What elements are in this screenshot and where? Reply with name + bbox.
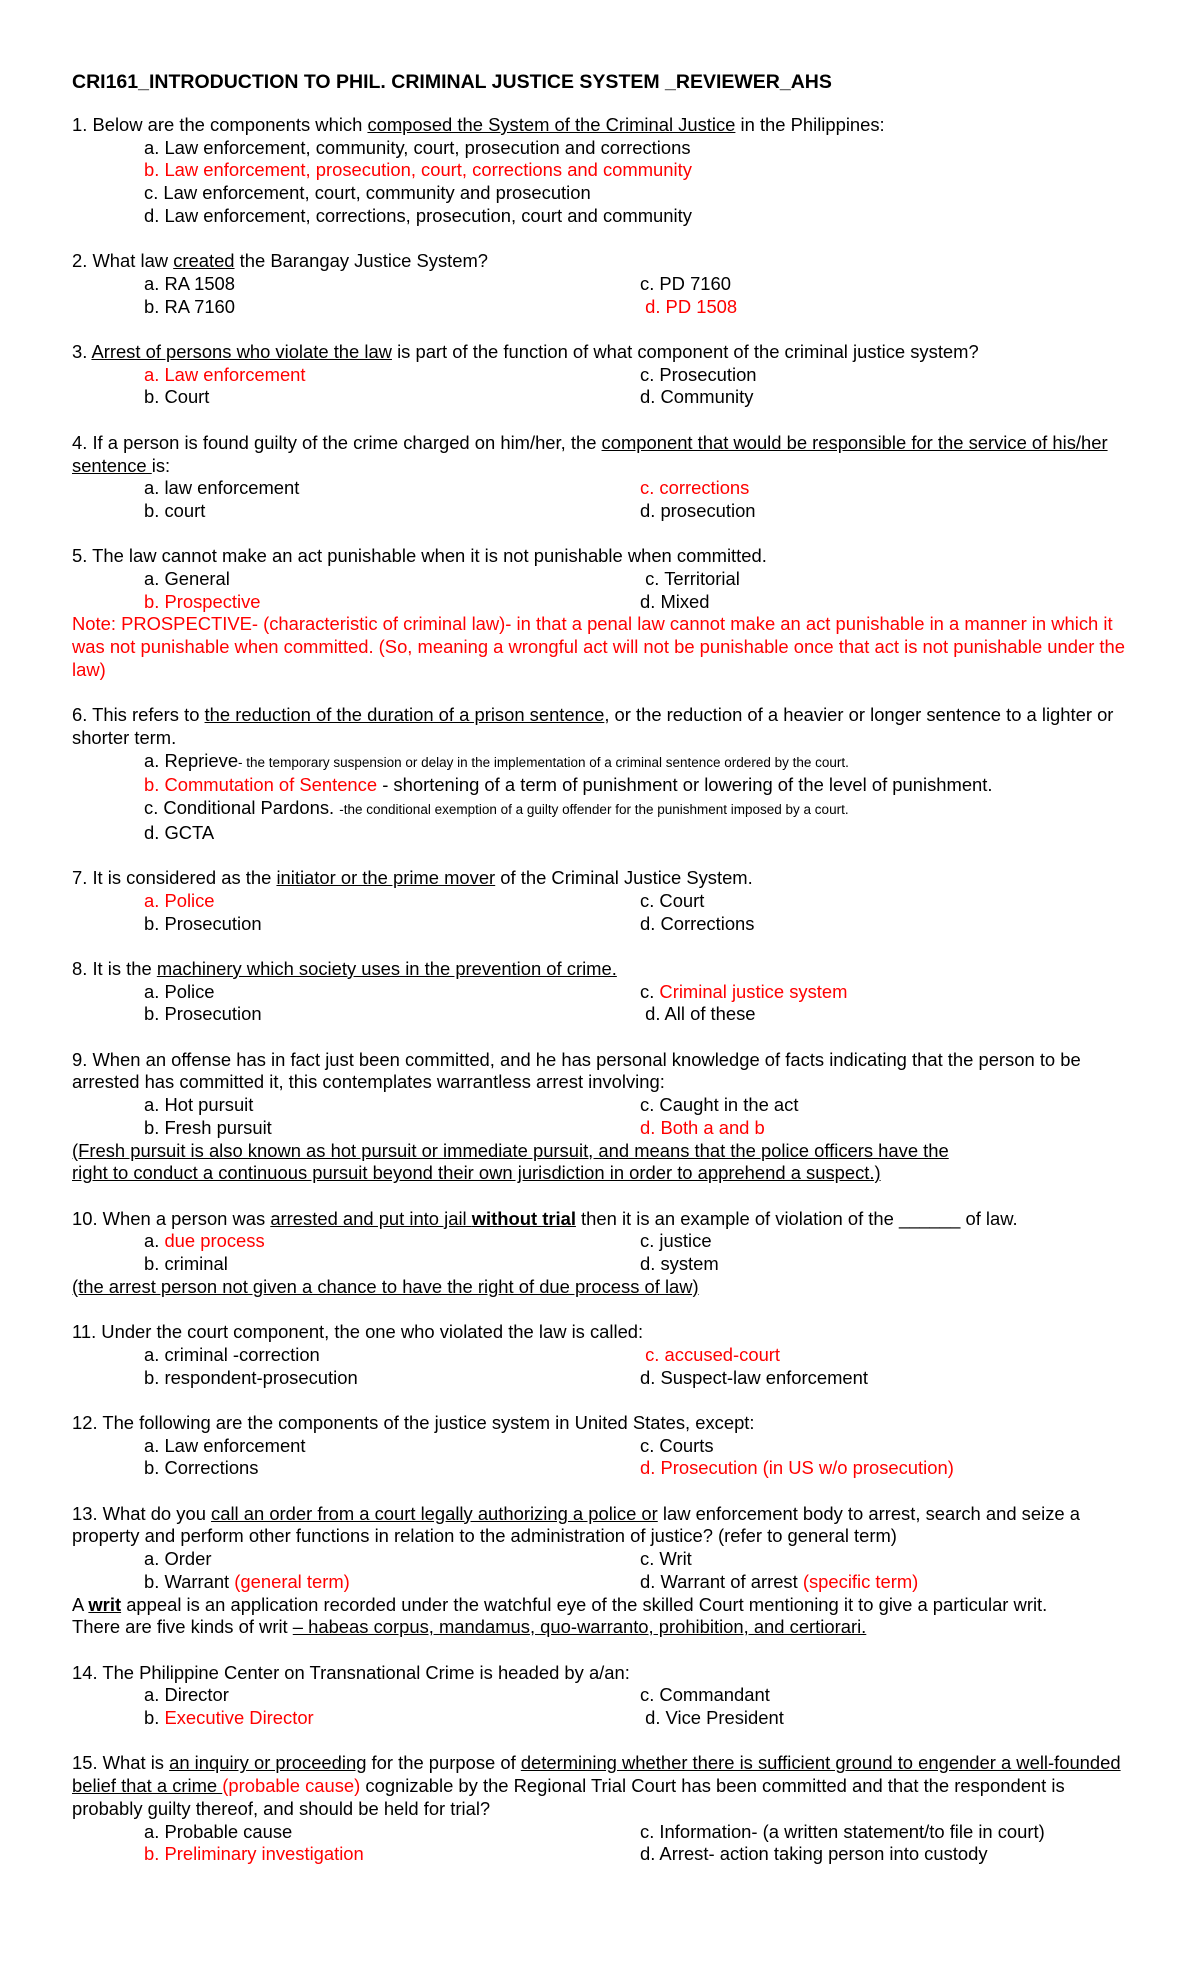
option-a: a. Hot pursuit bbox=[144, 1094, 254, 1116]
option-b: b. Fresh pursuit bbox=[144, 1116, 272, 1138]
option-d: d. Law enforcement, corrections, prosecution, court and community bbox=[144, 204, 692, 226]
question-stem: 2. What law created the Barangay Justice System? bbox=[72, 250, 489, 272]
option-c: c. justice bbox=[640, 1230, 712, 1252]
option-c: c. Court bbox=[640, 889, 705, 911]
question-12 bbox=[72, 1412, 1140, 1480]
question-3 bbox=[72, 341, 1140, 409]
question-stem: 13. What do you call an order from a court legally authorizing a police or law enforcement body to arrest, search and seize a property and perform other functions in relation to the administration of justice? (refer to general term) bbox=[72, 1502, 1080, 1547]
option-c: c. Law enforcement, court, community and prosecution bbox=[144, 182, 591, 204]
option-a: a. Police bbox=[144, 980, 215, 1002]
option-c: c. Writ bbox=[640, 1548, 692, 1570]
question-10 bbox=[72, 1208, 1140, 1299]
question-stem: 12. The following are the components of the justice system in United States, except: bbox=[72, 1411, 755, 1433]
question-stem: 9. When an offense has in fact just been committed, and he has personal knowledge of facts indicating that the person to be arrested has committed it, this contemplates warrantless arrest involving: bbox=[72, 1048, 1081, 1093]
question-stem: 14. The Philippine Center on Transnational Crime is headed by a/an: bbox=[72, 1661, 630, 1683]
option-b: b. court bbox=[144, 499, 206, 521]
question-stem: 3. Arrest of persons who violate the law is part of the function of what component of the criminal justice system? bbox=[72, 341, 979, 362]
option-d: d. prosecution bbox=[640, 499, 756, 521]
option-d: d. Vice President bbox=[640, 1707, 784, 1729]
option-a: a. law enforcement bbox=[144, 477, 300, 499]
option-b: b. RA 7160 bbox=[144, 295, 236, 317]
option-b-answer: b. Warrant (general term) bbox=[144, 1570, 350, 1592]
option-c: c. Conditional Pardons. -the conditional exemption of a guilty offender for the punishment imposed by a court. bbox=[144, 797, 849, 819]
question-stem: 11. Under the court component, the one who violated the law is called: bbox=[72, 1321, 644, 1343]
answer-note-line-1: A writ appeal is an application recorded under the watchful eye of the skilled Court mentioning it to give a particular writ. bbox=[72, 1593, 1048, 1615]
answer-note-line-1: (Fresh pursuit is also known as hot pursuit or immediate pursuit, and means that the police officers have the bbox=[72, 1139, 949, 1161]
option-a-answer: a. Law enforcement bbox=[144, 363, 306, 385]
question-stem: 5. The law cannot make an act punishable when it is not punishable when committed. bbox=[72, 545, 767, 567]
option-b: b. respondent-prosecution bbox=[144, 1366, 358, 1388]
option-b: b. Court bbox=[144, 386, 210, 408]
option-c: c. Commandant bbox=[640, 1684, 770, 1706]
question-stem: 4. If a person is found guilty of the crime charged on him/her, the component that would be responsible for the service of his/her sentence is: bbox=[72, 431, 1108, 476]
option-b: b. Prosecution bbox=[144, 1003, 262, 1025]
page-title: CRI161_INTRODUCTION TO PHIL. CRIMINAL JUSTICE SYSTEM _REVIEWER_AHS bbox=[72, 71, 832, 93]
option-d: d. All of these bbox=[640, 1003, 756, 1025]
option-c: c. Prosecution bbox=[640, 363, 757, 385]
option-a: a. criminal -correction bbox=[144, 1343, 320, 1365]
question-stem: 8. It is the machinery which society uses in the prevention of crime. bbox=[72, 957, 617, 979]
answer-note: Note: PROSPECTIVE- (characteristic of criminal law)- in that a penal law cannot make an act punishable in a manner in which it was not punishable when committed. (So, meaning a wrongful act will not be punishable once that act is not punishable under the law) bbox=[72, 613, 1125, 680]
answer-note-line-2: There are five kinds of writ – habeas corpus, mandamus, quo-warranto, prohibition, and certiorari. bbox=[72, 1616, 867, 1638]
question-7 bbox=[72, 867, 1140, 935]
option-d-answer: d. Prosecution (in US w/o prosecution) bbox=[640, 1457, 954, 1479]
option-d-answer: d. PD 1508 bbox=[640, 295, 738, 317]
option-b-answer: b. Law enforcement, prosecution, court, corrections and community bbox=[144, 159, 692, 181]
answer-note-line-2: right to conduct a continuous pursuit beyond their own jurisdiction in order to apprehend a suspect.) bbox=[72, 1162, 881, 1184]
option-d: d. Warrant of arrest (specific term) bbox=[640, 1570, 919, 1592]
option-c-answer: c. accused-court bbox=[640, 1343, 781, 1365]
question-stem: 7. It is considered as the initiator or the prime mover of the Criminal Justice System. bbox=[72, 867, 753, 889]
option-b-answer: b. Executive Director bbox=[144, 1707, 314, 1729]
option-c-answer: c. corrections bbox=[640, 477, 750, 499]
option-c: c. Information- (a written statement/to file in court) bbox=[640, 1820, 1045, 1842]
option-d: d. GCTA bbox=[144, 821, 215, 843]
question-13 bbox=[72, 1503, 1140, 1639]
question-stem: 15. What is an inquiry or proceeding for the purpose of determining whether there is sufficient ground to engender a well-founded belief that a crime (probable cause) cognizable by the Regional Trial Court has been committed and that the respondent is probably guilty thereof, and should be held for trial? bbox=[72, 1752, 1121, 1819]
option-d: d. Mixed bbox=[640, 590, 710, 612]
question-1 bbox=[72, 114, 1140, 228]
option-a: a. Law enforcement bbox=[144, 1434, 306, 1456]
question-11 bbox=[72, 1321, 1140, 1389]
option-d: d. Arrest- action taking person into custody bbox=[640, 1843, 988, 1865]
option-c: c. PD 7160 bbox=[640, 272, 731, 294]
option-c: c. Territorial bbox=[640, 568, 740, 589]
question-stem: 1. Below are the components which composed the System of the Criminal Justice in the Philippines: bbox=[72, 114, 885, 135]
option-c: c. Courts bbox=[640, 1434, 714, 1456]
answer-note: (the arrest person not given a chance to have the right of due process of law) bbox=[72, 1275, 699, 1297]
option-a-answer: a. due process bbox=[144, 1230, 265, 1252]
option-d: d. system bbox=[640, 1253, 719, 1275]
option-d-answer: d. Both a and b bbox=[640, 1116, 765, 1138]
option-a: a. Director bbox=[144, 1684, 229, 1706]
question-9 bbox=[72, 1049, 1140, 1185]
option-a: a. Order bbox=[144, 1548, 212, 1570]
question-4 bbox=[72, 432, 1140, 523]
option-c-answer: c. Criminal justice system bbox=[640, 980, 848, 1002]
option-a: a. Law enforcement, community, court, prosecution and corrections bbox=[144, 136, 691, 158]
option-b-answer: b. Prospective bbox=[144, 590, 261, 612]
option-d: d. Community bbox=[640, 386, 754, 408]
option-b: b. Corrections bbox=[144, 1457, 259, 1479]
option-d: d. Suspect-law enforcement bbox=[640, 1366, 868, 1388]
question-8 bbox=[72, 958, 1140, 1026]
question-14 bbox=[72, 1662, 1140, 1730]
option-a-answer: a. Police bbox=[144, 889, 215, 911]
option-a: a. Reprieve- the temporary suspension or delay in the implementation of a criminal sentence ordered by the court. bbox=[144, 749, 849, 771]
question-15 bbox=[72, 1752, 1140, 1866]
option-a: a. General bbox=[144, 568, 230, 589]
question-stem: 10. When a person was arrested and put into jail without trial then it is an example of violation of the ______ of law. bbox=[72, 1207, 1018, 1229]
question-5 bbox=[72, 545, 1140, 681]
option-b-answer: b. Commutation of Sentence - shortening of a term of punishment or lowering of the level of punishment. bbox=[144, 774, 993, 796]
question-stem: 6. This refers to the reduction of the duration of a prison sentence, or the reduction of a heavier or longer sentence to a lighter or shorter term. bbox=[72, 704, 1114, 748]
option-a: a. RA 1508 bbox=[144, 272, 236, 294]
option-d: d. Corrections bbox=[640, 912, 755, 934]
option-b-answer: b. Preliminary investigation bbox=[144, 1843, 364, 1865]
option-b: b. Prosecution bbox=[144, 912, 262, 934]
option-a: a. Probable cause bbox=[144, 1820, 293, 1842]
question-2 bbox=[72, 250, 1140, 318]
option-c: c. Caught in the act bbox=[640, 1094, 799, 1116]
option-b: b. criminal bbox=[144, 1253, 228, 1275]
question-6 bbox=[72, 704, 1140, 844]
